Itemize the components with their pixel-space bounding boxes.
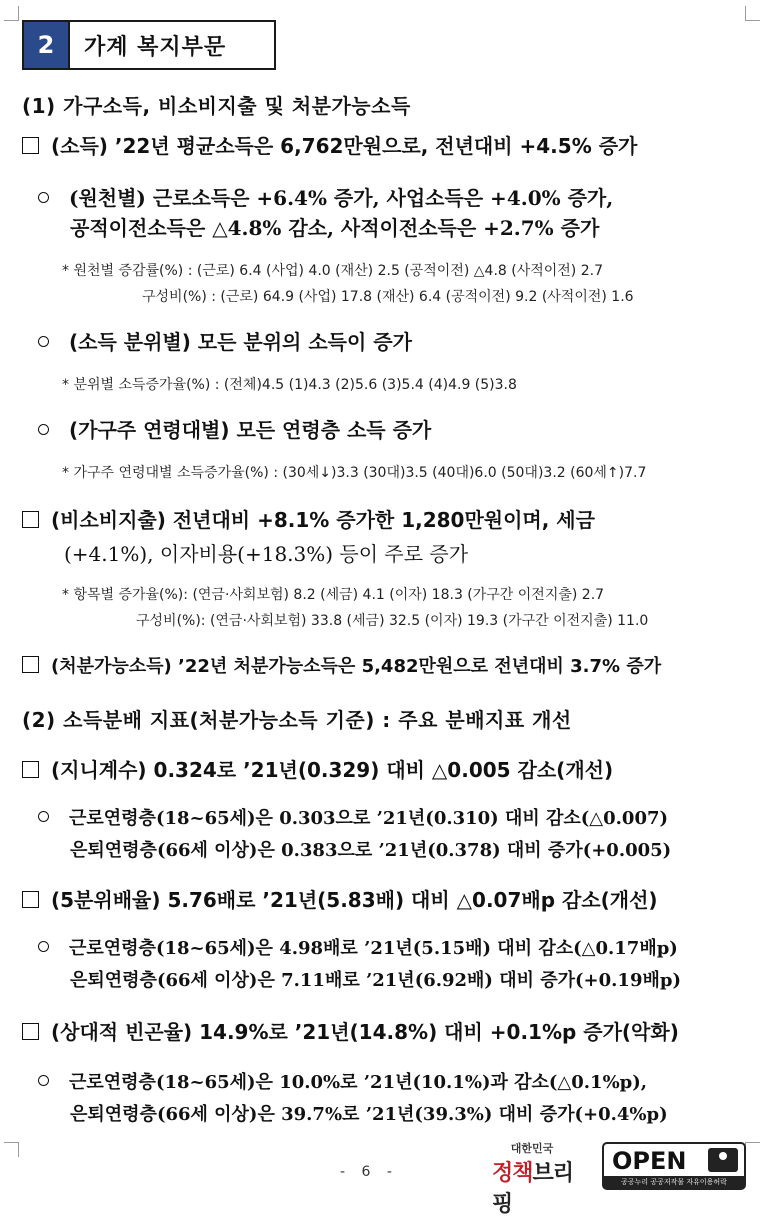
policy-briefing-logo xyxy=(492,1140,592,1217)
bullet-source-text-2: 공적이전소득은 △4.8% 감소, 사적이전소득은 +2.7% 증가 xyxy=(70,216,600,240)
bullet-gini-retired-text: 은퇴연령층(66세 이상)은 0.383으로 ’21년(0.378) 대비 증가(+0.005) xyxy=(70,840,672,861)
item-disposable xyxy=(22,652,661,678)
page-number: - 6 - xyxy=(340,1164,398,1180)
item-poverty xyxy=(22,1016,679,1045)
item-gini xyxy=(22,754,613,783)
section-title: 가계 복지부문 xyxy=(84,34,227,60)
note-nonconsumption-share: 구성비(%): (연금·사회보험) 33.8 (세금) 32.5 (이자) 19.3 (가구간 이전지출) 11.0 xyxy=(136,613,649,629)
square-bullet-icon xyxy=(22,1023,39,1040)
circle-bullet-icon xyxy=(38,1075,49,1086)
open-text: OPEN xyxy=(612,1147,687,1175)
bullet-quintile-retired-text: 은퇴연령층(66세 이상)은 7.11배로 ’21년(6.92배) 대비 증가(+0.19배p) xyxy=(70,970,681,991)
circle-bullet-icon xyxy=(38,192,49,203)
bullet-gini-working xyxy=(38,804,668,830)
item-disposable-text: (처분가능소득) ’22년 처분가능소득은 5,482만원으로 전년대비 3.7% 증가 xyxy=(51,656,662,677)
item-quintile-ratio xyxy=(22,884,658,913)
heading-distribution: (2) 소득분배 지표(처분가능소득 기준) : 주요 분배지표 개선 xyxy=(22,708,572,732)
note-age: * 가구주 연령대별 소득증가율(%) : (30세↓)3.3 (30대)3.5 (40대)6.0 (50대)3.2 (60세↑)7.7 xyxy=(62,465,647,481)
bullet-poverty-working-text: 근로연령층(18~65세)은 10.0%로 ’21년(10.1%)과 감소(△0.1%p), xyxy=(69,1072,648,1093)
bullet-quintile-working-text: 근로연령층(18~65세)은 4.98배로 ’21년(5.15배) 대비 감소(△0.17배p) xyxy=(69,938,678,959)
crop-mark-bottom-right xyxy=(745,1142,760,1157)
bullet-quintile-working xyxy=(38,934,678,960)
square-bullet-icon xyxy=(22,761,39,778)
bullet-quintile xyxy=(38,326,412,355)
crop-mark-top-right xyxy=(745,6,760,21)
item-nonconsumption xyxy=(22,504,595,533)
circle-bullet-icon xyxy=(38,424,49,435)
circle-bullet-icon xyxy=(38,811,49,822)
bullet-source xyxy=(38,182,613,211)
license-strip: 공공누리 공공저작물 자유이용허락 xyxy=(604,1176,744,1188)
bullet-source-text-1: (원천별) 근로소득은 +6.4% 증가, 사업소득은 +4.0% 증가, xyxy=(69,186,614,210)
circle-bullet-icon xyxy=(38,941,49,952)
item-income xyxy=(22,130,637,159)
item-poverty-text: (상대적 빈곤율) 14.9%로 ’21년(14.8%) 대비 +0.1%p 증가(악화) xyxy=(51,1020,679,1044)
crop-mark-bottom-left xyxy=(4,1142,19,1157)
open-license-logo xyxy=(602,1142,746,1190)
note-source-share: 구성비(%) : (근로) 64.9 (사업) 17.8 (재산) 6.4 (공적이전) 9.2 (사적이전) 1.6 xyxy=(142,289,634,305)
bullet-quintile-text: (소득 분위별) 모든 분위의 소득이 증가 xyxy=(69,330,412,354)
square-bullet-icon xyxy=(22,656,39,673)
logo-top-text: 대한민국 xyxy=(510,1142,554,1155)
bullet-poverty-retired-text: 은퇴연령층(66세 이상)은 39.7%로 ’21년(39.3%) 대비 증가(+0.4%p) xyxy=(70,1104,668,1125)
item-gini-text: (지니계수) 0.324로 ’21년(0.329) 대비 △0.005 감소(개선) xyxy=(51,758,614,782)
circle-bullet-icon xyxy=(38,336,49,347)
heading-income: (1) 가구소득, 비소비지출 및 처분가능소득 xyxy=(22,94,411,118)
bullet-age xyxy=(38,414,431,443)
note-source-rate: * 원천별 증감률(%) : (근로) 6.4 (사업) 4.0 (재산) 2.5 (공적이전) △4.8 (사적이전) 2.7 xyxy=(62,263,603,279)
item-nonconsumption-text-1: (비소비지출) 전년대비 +8.1% 증가한 1,280만원이며, 세금 xyxy=(51,508,595,532)
item-nonconsumption-text-2: (+4.1%), 이자비용(+18.3%) 등이 주로 증가 xyxy=(64,542,469,566)
crop-mark-top-left xyxy=(4,6,19,21)
square-bullet-icon xyxy=(22,137,39,154)
item-quintile-ratio-text: (5분위배율) 5.76배로 ’21년(5.83배) 대비 △0.07배p 감소(개선) xyxy=(51,888,658,912)
section-number: 2 xyxy=(24,22,70,68)
square-bullet-icon xyxy=(22,891,39,908)
note-nonconsumption-rate: * 항목별 증가율(%): (연금·사회보험) 8.2 (세금) 4.1 (이자) 18.3 (가구간 이전지출) 2.7 xyxy=(62,587,605,603)
section-header xyxy=(22,20,276,70)
square-bullet-icon xyxy=(22,511,39,528)
bullet-age-text: (가구주 연령대별) 모든 연령층 소득 증가 xyxy=(69,418,432,442)
item-income-text: (소득) ’22년 평균소득은 6,762만원으로, 전년대비 +4.5% 증가 xyxy=(51,134,638,158)
logo-main-text: 정책브리핑 xyxy=(492,1161,574,1217)
bullet-poverty-working xyxy=(38,1068,647,1094)
attribution-badge-icon xyxy=(708,1148,738,1172)
note-quintile: * 분위별 소득증가율(%) : (전체)4.5 (1)4.3 (2)5.6 (3)5.4 (4)4.9 (5)3.8 xyxy=(62,377,517,393)
bullet-gini-working-text: 근로연령층(18~65세)은 0.303으로 ’21년(0.310) 대비 감소(△0.007) xyxy=(69,808,669,829)
